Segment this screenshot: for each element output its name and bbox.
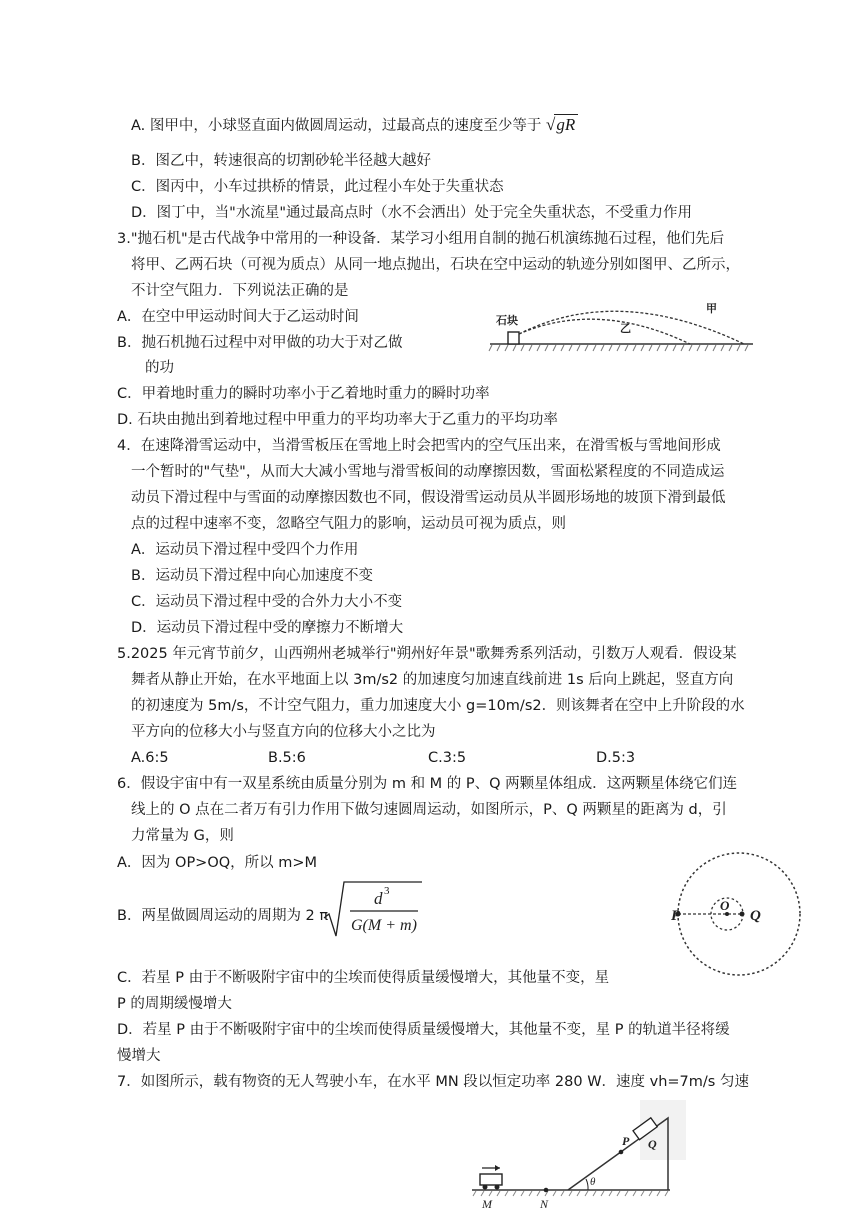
trajectory-a-label: 甲 [706, 303, 717, 315]
q3-option-d: D. 石块由抛出到着地过程中甲重力的平均功率大于乙重力的平均功率 [117, 412, 558, 428]
q5-option-c: C.3:5 [428, 750, 467, 766]
q3-option-b-cont: 的功 [145, 360, 174, 376]
q3-trajectory-figure [488, 290, 756, 356]
q6-stem-line-1: 6．假设宇宙中有一双星系统由质量分别为 m 和 M 的 P、Q 两颗星体组成．这两颗星体绕它们连 [117, 776, 738, 792]
q4-stem-line-2: 一个暂时的"气垫"，从而大大减小雪地与滑雪板间的动摩擦因数，雪面松紧程度的不同造成运 [131, 464, 725, 480]
q5-stem-line-1: 5.2025 年元宵节前夕，山西朔州老城举行"朔州好年景"歌舞秀系列活动，引数万人观看．假设某 [117, 646, 737, 662]
q2-option-c: C．图丙中，小车过拱桥的情景，此过程小车处于失重状态 [131, 179, 504, 195]
label-p: P [671, 908, 681, 924]
formula-exponent: 3 [384, 885, 390, 897]
q5-stem-line-3: 的初速度为 5m/s，不计空气阻力，重力加速度大小 g=10m/s2．则该舞者在空中上升阶段的水 [131, 698, 745, 714]
label-o: O [720, 898, 730, 913]
star-q [740, 912, 745, 917]
q3-stem-line-3: 不计空气阻力．下列说法正确的是 [131, 283, 349, 299]
q5-option-a: A.6:5 [131, 750, 169, 766]
q4-option-a: A．运动员下滑过程中受四个力作用 [131, 542, 359, 558]
q6-option-d-cont: 慢增大 [117, 1048, 161, 1064]
q7-incline-figure [470, 1098, 690, 1214]
q6-period-formula [322, 878, 426, 942]
q3-option-c: C．甲着地时重力的瞬时功率小于乙着地时重力的瞬时功率 [117, 386, 490, 402]
q6-option-d: D．若星 P 由于不断吸附宇宙中的尘埃而使得质量缓慢增大，其他量不变，星 P 的轨道半径将缓 [117, 1022, 730, 1038]
stone-label: 石块 [496, 315, 518, 327]
q6-orbit-figure [672, 846, 804, 982]
q2-option-a-text: A. 图甲中，小球竖直面内做圆周运动，过最高点的速度至少等于 [131, 118, 542, 134]
formula-numerator: d [374, 889, 383, 908]
label-p7: P [622, 1134, 630, 1148]
q6-stem-line-3: 力常量为 G，则 [131, 828, 234, 844]
q4-stem-line-1: 4．在速降滑雪运动中，当滑雪板压在雪地上时会把雪内的空气压出来，在滑雪板与雪地间形成 [117, 438, 721, 454]
q3-option-b: B．抛石机抛石过程中对甲做的功大于对乙做 [117, 335, 403, 351]
sqrt-radicand: gR [554, 114, 578, 135]
q7-stem-line-1: 7．如图所示，载有物资的无人驾驶小车，在水平 MN 段以恒定功率 280 W．速度 vh=7m/s 匀速 [117, 1074, 749, 1090]
label-q: Q [750, 908, 761, 924]
q6-option-c: C．若星 P 由于不断吸附宇宙中的尘埃而使得质量缓慢增大，其他量不变，星 [117, 970, 610, 986]
q4-option-d: D．运动员下滑过程中受的摩擦力不断增大 [131, 620, 404, 636]
sqrt-formula: √gR [546, 115, 578, 134]
trajectory-a [519, 311, 744, 344]
q3-stem-line-1: 3."抛石机"是古代战争中常用的一种设备．某学习小组用自制的抛石机演练抛石过程，他们先后 [117, 231, 725, 247]
label-q7: Q [648, 1137, 657, 1151]
point-p [619, 1150, 624, 1155]
q5-option-d: D.5:3 [596, 750, 636, 766]
q4-option-c: C．运动员下滑过程中受的合外力大小不变 [131, 594, 403, 610]
label-theta: θ [590, 1176, 596, 1188]
q6-option-c-cont: P 的周期缓慢增大 [117, 996, 232, 1012]
angle-arc [586, 1179, 588, 1190]
q5-option-b: B.5:6 [268, 750, 306, 766]
stone-block [508, 332, 519, 344]
q2-option-d: D．图丁中，当"水流星"通过最高点时（水不会洒出）处于完全失重状态，不受重力作用 [131, 205, 693, 221]
q6-option-a: A．因为 OP>OQ，所以 m>M [117, 855, 318, 871]
label-n: N [540, 1197, 549, 1211]
formula-denominator: G(M + m) [351, 917, 417, 934]
q6-stem-line-2: 线上的 O 点在二者万有引力作用下做匀速圆周运动，如图所示，P、Q 两颗星的距离为 d，引 [131, 802, 727, 818]
q5-stem-line-2: 舞者从静止开始，在水平地面上以 3m/s2 的加速度匀加速直线前进 1s 后向上跳起，竖直方向 [131, 672, 734, 688]
q2-option-b: B．图乙中，转速很高的切割砂轮半径越大越好 [131, 153, 431, 169]
point-n [544, 1188, 549, 1193]
cart [480, 1165, 502, 1190]
trajectory-b-label: 乙 [620, 323, 631, 335]
q4-stem-line-3: 动员下滑过程中与雪面的动摩擦因数也不同，假设滑雪运动员从半圆形场地的坡顶下滑到最低 [131, 490, 726, 506]
q5-stem-line-4: 平方向的位移大小与竖直方向的位移大小之比为 [131, 724, 436, 740]
q4-option-b: B．运动员下滑过程中向心加速度不变 [131, 568, 373, 584]
q6-option-b-text: B．两星做圆周运动的周期为 2 π [117, 908, 329, 924]
label-m: M [482, 1197, 492, 1211]
q2-option-a [131, 114, 578, 136]
q3-option-a: A．在空中甲运动时间大于乙运动时间 [117, 309, 359, 325]
q4-stem-line-4: 点的过程中速率不变，忽略空气阻力的影响，运动员可视为质点，则 [131, 516, 566, 532]
q3-stem-line-2: 将甲、乙两石块（可视为质点）从同一地点抛出，石块在空中运动的轨迹分别如图甲、乙所示， [131, 257, 740, 273]
